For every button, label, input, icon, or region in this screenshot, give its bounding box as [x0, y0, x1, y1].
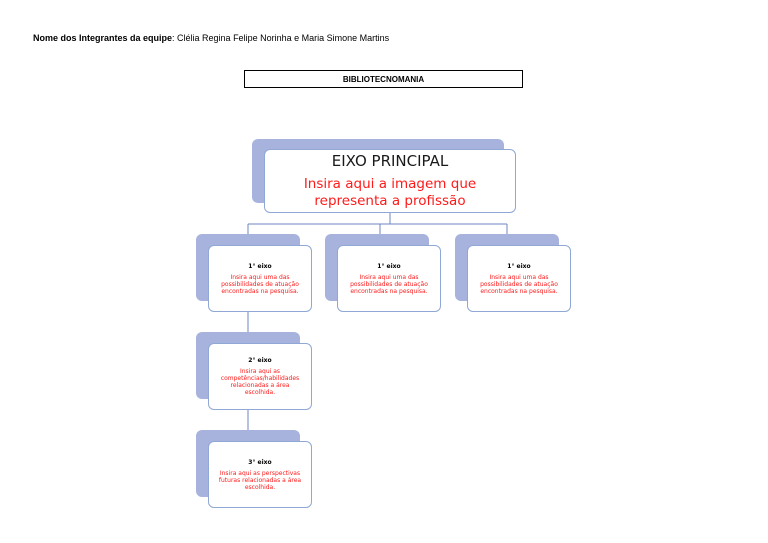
second-axis-card [208, 343, 312, 410]
document-title: BIBLIOTECNOMANIA [342, 74, 425, 84]
first-axis-title: 1° eixo [248, 262, 272, 270]
first-axis-placeholder: Insira aqui uma das possibilidades de atuação encontradas na pesquisa. [350, 273, 428, 295]
second-axis-placeholder: Insira aqui as competências/habilidades relacionadas a área escolhida. [220, 368, 300, 396]
third-axis-title: 3° eixo [248, 458, 272, 466]
first-axis-placeholder: Insira aqui uma das possibilidades de atuação encontradas na pesquisa. [480, 273, 558, 295]
first-axis-card-left [208, 245, 312, 312]
third-axis-placeholder: Insira aqui as perspectivas futuras relacionadas a área escolhida. [218, 469, 302, 491]
second-axis-title: 2° eixo [248, 357, 272, 364]
team-members-value: : Clélia Regina Felipe Norinha e Maria Simone Martins [172, 33, 390, 43]
third-axis-card [208, 441, 312, 508]
main-axis-title: EIXO PRINCIPAL [331, 152, 449, 170]
first-axis-card-right [467, 245, 571, 312]
main-axis-placeholder: Insira aqui a imagem que representa a profissão [303, 176, 477, 209]
main-axis-card [264, 149, 516, 213]
first-axis-title: 1° eixo [377, 262, 401, 270]
first-axis-card-middle [337, 245, 441, 312]
first-axis-title: 1° eixo [507, 262, 531, 270]
team-members-label: Nome dos Integrantes da equipe [33, 33, 173, 43]
first-axis-placeholder: Insira aqui uma das possibilidades de atuação encontradas na pesquisa. [221, 273, 299, 295]
